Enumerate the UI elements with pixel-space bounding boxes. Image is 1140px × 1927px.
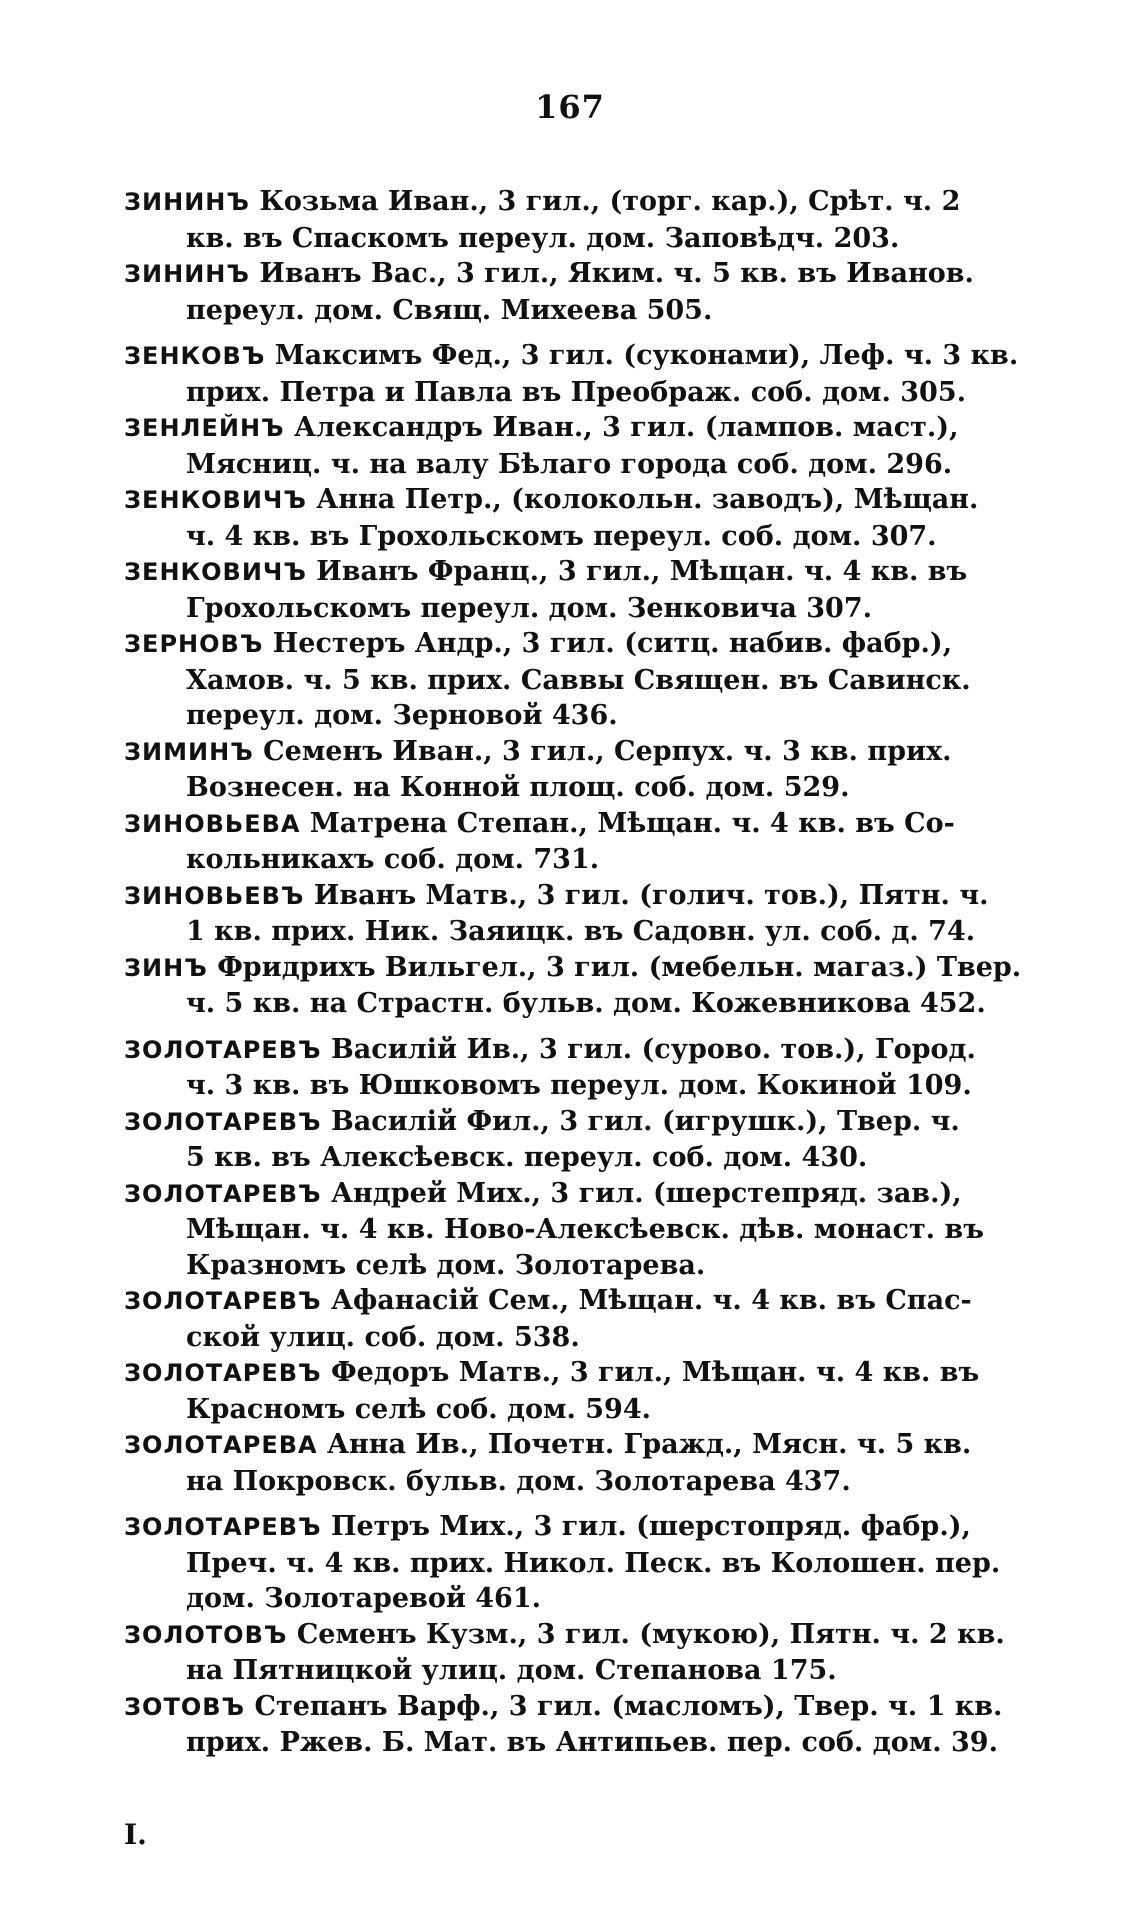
entry-surname: ЗИНОВЬЕВА: [124, 809, 301, 838]
entry-text: Мѣщан. ч. 4 кв. Ново-Алексѣевск. дѣв. монаст. въ: [186, 1214, 984, 1245]
entry-continuation-line: [124, 1581, 1024, 1617]
entry-first-line: [124, 1355, 1024, 1392]
entry-continuation-line: [124, 1464, 1024, 1500]
entry-first-line: [124, 338, 1024, 375]
entry-surname: ЗЕНКОВЪ: [124, 342, 266, 370]
entry-surname: ЗИНИНЪ: [124, 260, 250, 288]
directory-entry: [124, 1689, 1024, 1761]
entry-first-line: [124, 1032, 1024, 1069]
entry-continuation-line: [124, 375, 1024, 411]
entry-surname: ЗЕНКОВИЧЪ: [124, 558, 307, 586]
entry-surname: ЗОЛОТАРЕВЪ: [124, 1287, 322, 1315]
entry-continuation-line: [124, 447, 1024, 483]
entry-continuation-line: [124, 1068, 1024, 1104]
entry-text: Максимъ Фед., 3 гил. (суконами), Леф. ч. 3 кв.: [274, 340, 1019, 371]
entry-text: переул. дом. Зерновой 436.: [186, 700, 618, 731]
directory-entry: [124, 626, 1024, 734]
entry-continuation-line: [124, 914, 1024, 950]
entry-first-line: [124, 1509, 1024, 1546]
entry-continuation-line: [124, 591, 1024, 627]
entry-surname: ЗИНЪ: [124, 953, 208, 982]
entry-first-line: [124, 256, 1024, 293]
entry-surname: ЗОЛОТАРЕВЪ: [124, 1513, 322, 1541]
directory-entry: [124, 256, 1024, 328]
entry-continuation-line: [124, 519, 1024, 555]
entry-text: прих. Петра и Павла въ Преображ. соб. дом. 305.: [186, 376, 967, 408]
entry-continuation-line: [124, 770, 1024, 806]
entry-surname: ЗОЛОТАРЕВЪ: [124, 1035, 322, 1064]
entry-first-line: [124, 626, 1024, 663]
directory-entries: [124, 184, 1024, 1761]
directory-entry: [124, 1104, 1024, 1176]
entry-text: Семенъ Иван., 3 гил., Серпух. ч. 3 кв. прих.: [263, 735, 952, 767]
entry-continuation-line: [124, 1248, 1024, 1284]
entry-text: 1 кв. прих. Ник. Заяицк. въ Садовн. ул. соб. д. 74.: [186, 916, 976, 947]
entry-continuation-line: [124, 1392, 1024, 1428]
entry-text: Фридрихъ Вильгел., 3 гил. (мебельн. магаз.) Твер.: [217, 951, 1022, 983]
entry-text: на Пятницкой улиц. дом. Степанова 175.: [186, 1655, 837, 1686]
entry-first-line: [124, 410, 1024, 447]
entry-continuation-line: [124, 663, 1024, 699]
entry-continuation-line: [124, 698, 1024, 734]
entry-text: Василій Ив., 3 гил. (сурово. тов.), Город.: [330, 1033, 976, 1065]
directory-entry: [124, 410, 1024, 482]
entry-surname: ЗОЛОТОВЪ: [124, 1620, 288, 1649]
entry-text: Кразномъ селѣ дом. Золотарева.: [186, 1249, 706, 1281]
entry-text: Федоръ Матв., 3 гил., Мѣщан. ч. 4 кв. въ: [330, 1357, 980, 1388]
directory-entry: [124, 950, 1024, 1022]
entry-first-line: [124, 1104, 1024, 1141]
entry-surname: ЗЕНЛЕЙНЪ: [124, 414, 285, 442]
entry-text: дом. Золотаревой 461.: [186, 1583, 542, 1614]
directory-entry: [124, 1176, 1024, 1284]
entry-first-line: [124, 734, 1024, 771]
entry-text: Грохольскомъ переул. дом. Зенковича 307.: [186, 592, 873, 624]
directory-entry: [124, 806, 1024, 878]
entry-text: Хамов. ч. 5 кв. прих. Саввы Священ. въ Савинск.: [186, 664, 971, 696]
entry-text: Преч. ч. 4 кв. прих. Никол. Песк. въ Колошен. пер.: [186, 1547, 1001, 1579]
directory-entry: [124, 1355, 1024, 1427]
entry-text: Вознесен. на Конной площ. соб. дом. 529.: [186, 772, 850, 803]
entry-continuation-line: [124, 842, 1024, 878]
entry-first-line: [124, 950, 1024, 987]
entry-continuation-line: [124, 986, 1024, 1022]
entry-text: прих. Ржев. Б. Мат. въ Антипьев. пер. соб. дом. 39.: [186, 1727, 998, 1758]
entry-text: Иванъ Вас., 3 гил., Яким. ч. 5 кв. въ Иванов.: [259, 258, 974, 289]
entry-text: ч. 4 кв. въ Грохольскомъ переул. соб. дом. 307.: [186, 520, 937, 552]
entry-surname: ЗОЛОТАРЕВЪ: [124, 1179, 322, 1208]
entry-surname: ЗОЛОТАРЕВЪ: [124, 1107, 322, 1136]
entry-text: Семенъ Кузм., 3 гил. (мукою), Пятн. ч. 2 кв.: [296, 1618, 1005, 1650]
directory-entry: [124, 482, 1024, 554]
entry-surname: ЗЕНКОВИЧЪ: [124, 486, 307, 514]
entry-text: Петръ Мих., 3 гил. (шерстопряд. фабр.),: [330, 1511, 971, 1542]
directory-entry: [124, 554, 1024, 626]
entry-first-line: [124, 1427, 1024, 1464]
directory-entry: [124, 734, 1024, 806]
directory-entry: [124, 184, 1024, 256]
entry-first-line: [124, 1283, 1024, 1320]
entry-continuation-line: [124, 1212, 1024, 1248]
directory-entry: [124, 878, 1024, 950]
entry-text: Андрей Мих., 3 гил. (шерстепряд. зав.),: [330, 1177, 962, 1209]
entry-text: кольникахъ соб. дом. 731.: [186, 844, 600, 875]
entry-text: Красномъ селѣ соб. дом. 594.: [186, 1393, 652, 1425]
entry-text: ч. 3 кв. въ Юшковомъ переул. дом. Кокиной 109.: [186, 1070, 972, 1101]
entry-text: ской улиц. соб. дом. 538.: [186, 1321, 580, 1353]
directory-entry: [124, 1427, 1024, 1499]
entry-text: Иванъ Франц., 3 гил., Мѣщан. ч. 4 кв. въ: [316, 556, 968, 587]
entry-text: на Покровск. бульв. дом. Золотарева 437.: [186, 1465, 851, 1497]
entry-continuation-line: [124, 221, 1024, 257]
entry-text: Александръ Иван., 3 гил. (лампов. маст.),: [293, 412, 959, 443]
entry-text: Нестеръ Андр., 3 гил. (ситц. набив. фабр.),: [272, 628, 953, 659]
entry-surname: ЗИНОВЬЕВЪ: [124, 881, 305, 910]
entry-continuation-line: [124, 1725, 1024, 1761]
directory-entry: [124, 338, 1024, 410]
directory-entry: [124, 1509, 1024, 1617]
entry-text: Анна Ив., Почетн. Гражд., Мясн. ч. 5 кв.: [327, 1429, 972, 1460]
entry-continuation-line: [124, 1320, 1024, 1356]
directory-entry: [124, 1617, 1024, 1689]
entry-surname: ЗИМИНЪ: [124, 737, 254, 766]
page-number: 167: [535, 88, 605, 126]
entry-surname: ЗОЛОТАРЕВА: [124, 1431, 318, 1459]
entry-surname: ЗОЛОТАРЕВЪ: [124, 1359, 322, 1387]
entry-surname: ЗЕРНОВЪ: [124, 630, 264, 658]
entry-first-line: [124, 806, 1024, 843]
entry-text: Козьма Иван., 3 гил., (торг. кар.), Срѣт. ч. 2: [259, 186, 961, 217]
entry-continuation-line: [124, 1546, 1024, 1582]
directory-entry: [124, 1283, 1024, 1355]
entry-text: Мясниц. ч. на валу Бѣлаго города соб. дом. 296.: [186, 448, 953, 480]
entry-continuation-line: [124, 1653, 1024, 1689]
entry-text: ч. 5 кв. на Страстн. бульв. дом. Кожевникова 452.: [186, 988, 986, 1019]
entry-first-line: [124, 482, 1024, 519]
entry-surname: ЗИНИНЪ: [124, 188, 250, 216]
entry-text: Афанасій Сем., Мѣщан. ч. 4 кв. въ Спас-: [330, 1285, 972, 1316]
entry-first-line: [124, 1617, 1024, 1654]
entry-text: Анна Петр., (колокольн. заводъ), Мѣщан.: [316, 484, 979, 515]
entry-text: Степанъ Варф., 3 гил. (масломъ), Твер. ч. 1 кв.: [254, 1690, 1003, 1722]
entry-first-line: [124, 1689, 1024, 1726]
entry-text: Василій Фил., 3 гил. (игрушк.), Твер. ч.: [330, 1105, 960, 1137]
entry-first-line: [124, 1176, 1024, 1213]
entry-text: переул. дом. Свящ. Михеева 505.: [186, 294, 713, 326]
entry-first-line: [124, 184, 1024, 221]
entry-first-line: [124, 878, 1024, 915]
entry-text: Иванъ Матв., 3 гил. (голич. тов.), Пятн. ч.: [313, 879, 989, 911]
directory-entry: [124, 1032, 1024, 1104]
entry-continuation-line: [124, 1140, 1024, 1176]
entry-text: 5 кв. въ Алексѣевск. переул. соб. дом. 430.: [186, 1142, 868, 1173]
signature-mark: I.: [124, 1818, 147, 1851]
entry-continuation-line: [124, 293, 1024, 329]
entry-surname: ЗОТОВЪ: [124, 1692, 246, 1721]
entry-text: Матрена Степан., Мѣщан. ч. 4 кв. въ Со-: [309, 807, 955, 839]
entry-first-line: [124, 554, 1024, 591]
entry-text: кв. въ Спаскомъ переул. дом. Заповѣдч. 203.: [186, 222, 900, 254]
